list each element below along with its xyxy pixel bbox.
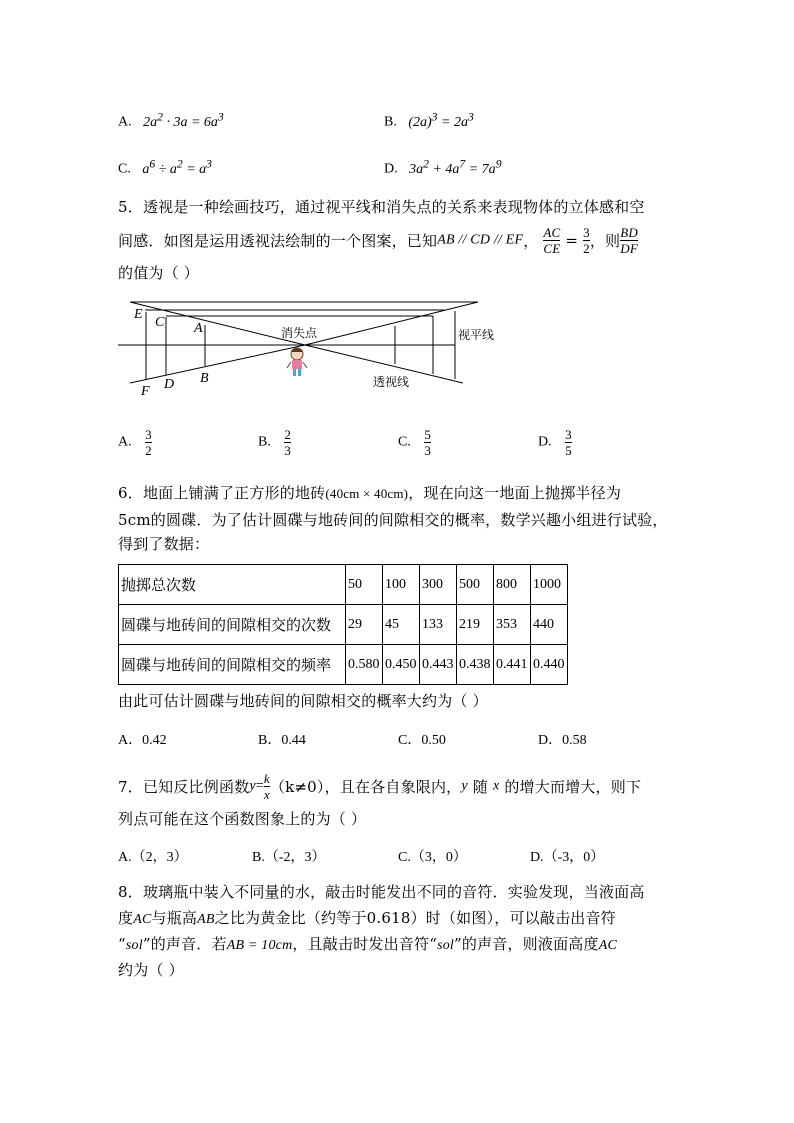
option-label: B. <box>258 434 271 450</box>
q4-option-c <box>118 157 212 178</box>
q6-option-b: B．0.44 <box>258 733 306 748</box>
q7-frac-k-x: $\frac{k}{x}$ <box>263 771 270 802</box>
q5-option-d <box>538 428 572 457</box>
q8-line4: 约为（ ） <box>118 961 184 979</box>
q7-x2: x <box>492 778 500 794</box>
q6-data-table <box>118 564 568 685</box>
q7-condition: （k≠0），且在各自象限内， <box>269 778 462 796</box>
q5-line2: 间感．如图是运用透视法绘制的一个图案，已知AB // CD // EF， $\frac{AC}{CE}$ = $\frac{3}{2}$ ，则 $\frac{BD}{DF}$ <box>118 225 638 256</box>
option-label: C. <box>398 434 411 450</box>
table-cell: 800 <box>494 565 531 605</box>
q6-line1-suffix: ，现在向这一地面上抛掷半径为 <box>408 484 622 502</box>
label-c: C <box>155 315 165 330</box>
q4-option-d <box>384 157 502 178</box>
q6-option-a: A．0.42 <box>118 733 167 748</box>
label-vanishing-point: 消失点 <box>281 326 318 340</box>
q5-option-d-frac: $\frac{3}{5}$ <box>565 427 572 458</box>
q5-eq: = <box>565 231 579 250</box>
q7-eq: = <box>255 778 264 794</box>
table-row <box>119 565 568 605</box>
table-cell: 133 <box>420 605 457 645</box>
table-cell-label: 抛掷总次数 <box>119 565 346 605</box>
perspective-line-upper-right <box>305 302 478 345</box>
q7-y2: y <box>461 778 468 794</box>
perspective-figure <box>115 290 515 400</box>
q5-then: ，则 <box>589 232 621 250</box>
table-cell: 1000 <box>531 565 568 605</box>
label-b: B <box>200 371 209 386</box>
q5-frac-bd-df: $\frac{BD}{DF}$ <box>620 225 638 256</box>
label-d: D <box>164 377 175 392</box>
table-cell: 0.441 <box>494 645 531 685</box>
q7-option-b: B.（-2，3） <box>252 850 326 865</box>
q5-option-b <box>258 428 291 457</box>
table-cell: 500 <box>457 565 494 605</box>
q6-line2: 5cm的圆碟．为了估计圆碟与地砖间的间隙相交的概率，数学兴趣小组进行试验， <box>118 511 668 529</box>
q5-condition: AB // CD // EF <box>437 232 524 248</box>
option-label: A. <box>118 114 132 130</box>
table-cell-label: 圆碟与地砖间的间隙相交的次数 <box>119 605 346 645</box>
table-cell: 100 <box>383 565 420 605</box>
option-label: D. <box>538 434 552 450</box>
option-label: A. <box>118 434 132 450</box>
q8-line3: “sol”的声音．若AB = 10cm，且敲击时发出音符“sol”的声音，则液面高度AC <box>118 935 617 953</box>
table-row <box>119 605 568 645</box>
q6-question: 由此可估计圆碟与地砖间的间隙相交的概率大约为（ ） <box>118 692 488 710</box>
option-label: D. <box>384 161 398 177</box>
q5-option-a <box>118 428 152 457</box>
q6-line1-prefix: 6．地面上铺满了正方形的地砖 <box>118 484 326 502</box>
table-cell: 0.580 <box>346 645 383 685</box>
q5-option-b-frac: $\frac{2}{3}$ <box>284 427 291 458</box>
table-cell: 0.443 <box>420 645 457 685</box>
table-cell: 0.438 <box>457 645 494 685</box>
label-e: E <box>134 307 143 322</box>
q7-suffix: 的增大而增大，则下 <box>499 778 642 796</box>
table-cell: 45 <box>383 605 420 645</box>
q7-mid: 随 <box>467 778 493 796</box>
q4-option-b <box>384 110 474 131</box>
q4-option-c-expr: $a^6 \div a^2 = a^3$ <box>142 157 212 177</box>
q5-line2-prefix: 间感．如图是运用透视法绘制的一个图案，已知 <box>118 232 438 250</box>
table-cell: 50 <box>346 565 383 605</box>
q4-option-d-expr: $3a^2 + 4a^7 = 7a^9$ <box>409 157 502 177</box>
q4-option-a-expr: $2a^2 \cdot 3a = 6a^3$ <box>143 110 224 130</box>
table-cell: 440 <box>531 605 568 645</box>
q5-option-c-frac: $\frac{5}{3}$ <box>424 427 431 458</box>
q6-option-c: C．0.50 <box>398 733 446 748</box>
q7-line2: 列点可能在这个函数图象上的为（ ） <box>118 810 367 828</box>
q5-line3: 的值为（ ） <box>118 264 199 282</box>
perspective-line-lower-left <box>130 345 305 383</box>
q5-frac-ac-ce: $\frac{AC}{CE}$ <box>543 225 561 256</box>
q4-option-b-expr: $(2a)^3 = 2a^3$ <box>408 110 474 130</box>
label-a: A <box>194 321 203 336</box>
label-horizon-line: 视平线 <box>458 328 495 342</box>
q6-tile-size: (40cm × 40cm) <box>325 486 409 501</box>
q7-option-c: C.（3，0） <box>398 850 467 865</box>
q7-line1 <box>118 772 641 801</box>
q5-line1: 5．透视是一种绘画技巧，通过视平线和消失点的关系来表现物体的立体感和空 <box>118 198 645 216</box>
q5-frac-3-2: $\frac{3}{2}$ <box>583 225 590 256</box>
q5-option-c <box>398 428 431 457</box>
table-cell: 0.440 <box>531 645 568 685</box>
q5-option-a-frac: $\frac{3}{2}$ <box>145 427 152 458</box>
q7-y: y <box>249 778 256 794</box>
option-label: B. <box>384 114 397 130</box>
table-cell: 0.450 <box>383 645 420 685</box>
cartoon-girl-icon <box>287 348 307 376</box>
table-row <box>119 645 568 685</box>
option-label: C. <box>118 161 131 177</box>
q7-prefix: 7．已知反比例函数 <box>118 778 250 796</box>
table-cell: 300 <box>420 565 457 605</box>
q6-line3: 得到了数据： <box>118 535 210 553</box>
label-perspective-line: 透视线 <box>373 375 410 389</box>
q8-line2: 度AC与瓶高AB之比为黄金比（约等于0.618）时（如图），可以敲击出音符 <box>118 909 616 927</box>
table-cell: 29 <box>346 605 383 645</box>
table-cell-label: 圆碟与地砖间的间隙相交的频率 <box>119 645 346 685</box>
table-cell: 219 <box>457 605 494 645</box>
q4-option-a <box>118 110 224 131</box>
q8-line1: 8．玻璃瓶中装入不同量的水，敲击时能发出不同的音符．实验发现，当液面高 <box>118 883 645 901</box>
table-cell: 353 <box>494 605 531 645</box>
q6-line1 <box>118 482 621 503</box>
q6-option-d: D．0.58 <box>538 733 587 748</box>
q7-option-a: A.（2，3） <box>118 850 188 865</box>
q7-option-d: D.（-3，0） <box>530 850 605 865</box>
label-f: F <box>141 384 150 399</box>
